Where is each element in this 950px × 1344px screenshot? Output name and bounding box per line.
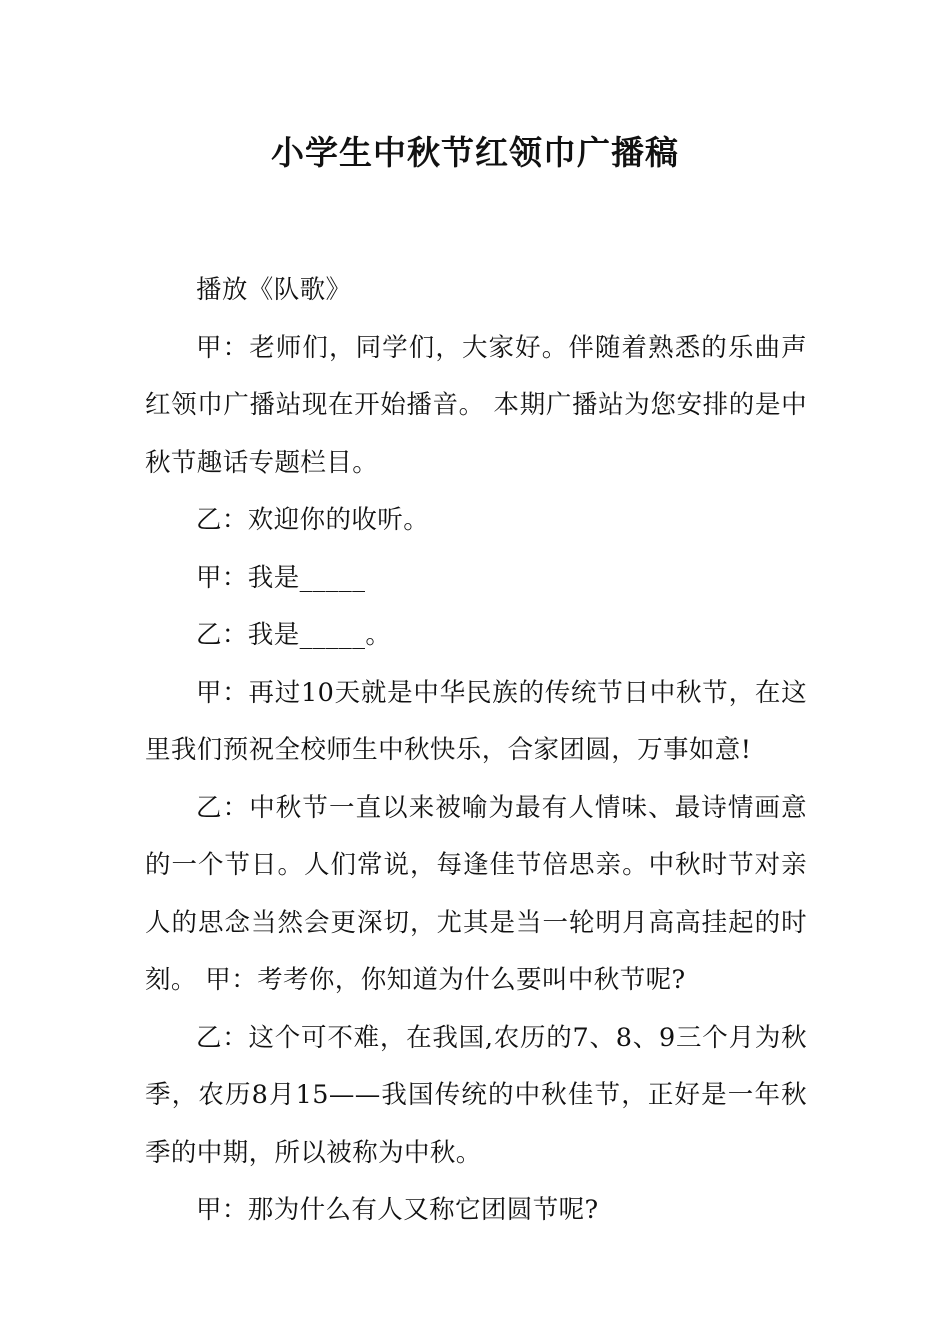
paragraph-play-anthem: 播放《队歌》 bbox=[196, 275, 352, 305]
paragraph-festival-wishes: 甲：再过10天就是中华民族的传统节日中秋节，在这里我们预祝全校师生中秋快乐，合家团圆，万事如意! bbox=[145, 677, 807, 765]
paragraph-opening: 甲：老师们，同学们，大家好。伴随着熟悉的乐曲声红领巾广播站现在开始播音。 本期广播站为您安排的是中秋节趣话专题栏目。 bbox=[145, 332, 807, 478]
paragraph-reunion-question: 甲：那为什么有人又称它团圆节呢? bbox=[196, 1195, 599, 1225]
paragraph-welcome: 乙：欢迎你的收听。 bbox=[196, 505, 430, 535]
paragraph-name-origin: 乙：这个可不难，在我国,农历的7、8、9三个月为秋季，农历8月15——我国传统的中秋佳节，正好是一年秋季的中期，所以被称为中秋。 bbox=[145, 1022, 807, 1168]
document-title: 小学生中秋节红领巾广播稿 bbox=[271, 133, 679, 172]
paragraph-festival-meaning: 乙：中秋节一直以来被喻为最有人情味、最诗情画意的一个节日。人们常说，每逢佳节倍思亲。中秋时节对亲人的思念当然会更深切，尤其是当一轮明月高高挂起的时刻。 甲：考考你，你知道为什么要叫中秋节呢? bbox=[145, 792, 807, 995]
paragraph-host-a-intro: 甲：我是_____ bbox=[196, 562, 366, 593]
document-body bbox=[145, 262, 807, 1240]
paragraph-host-b-intro: 乙：我是_____。 bbox=[196, 620, 392, 650]
